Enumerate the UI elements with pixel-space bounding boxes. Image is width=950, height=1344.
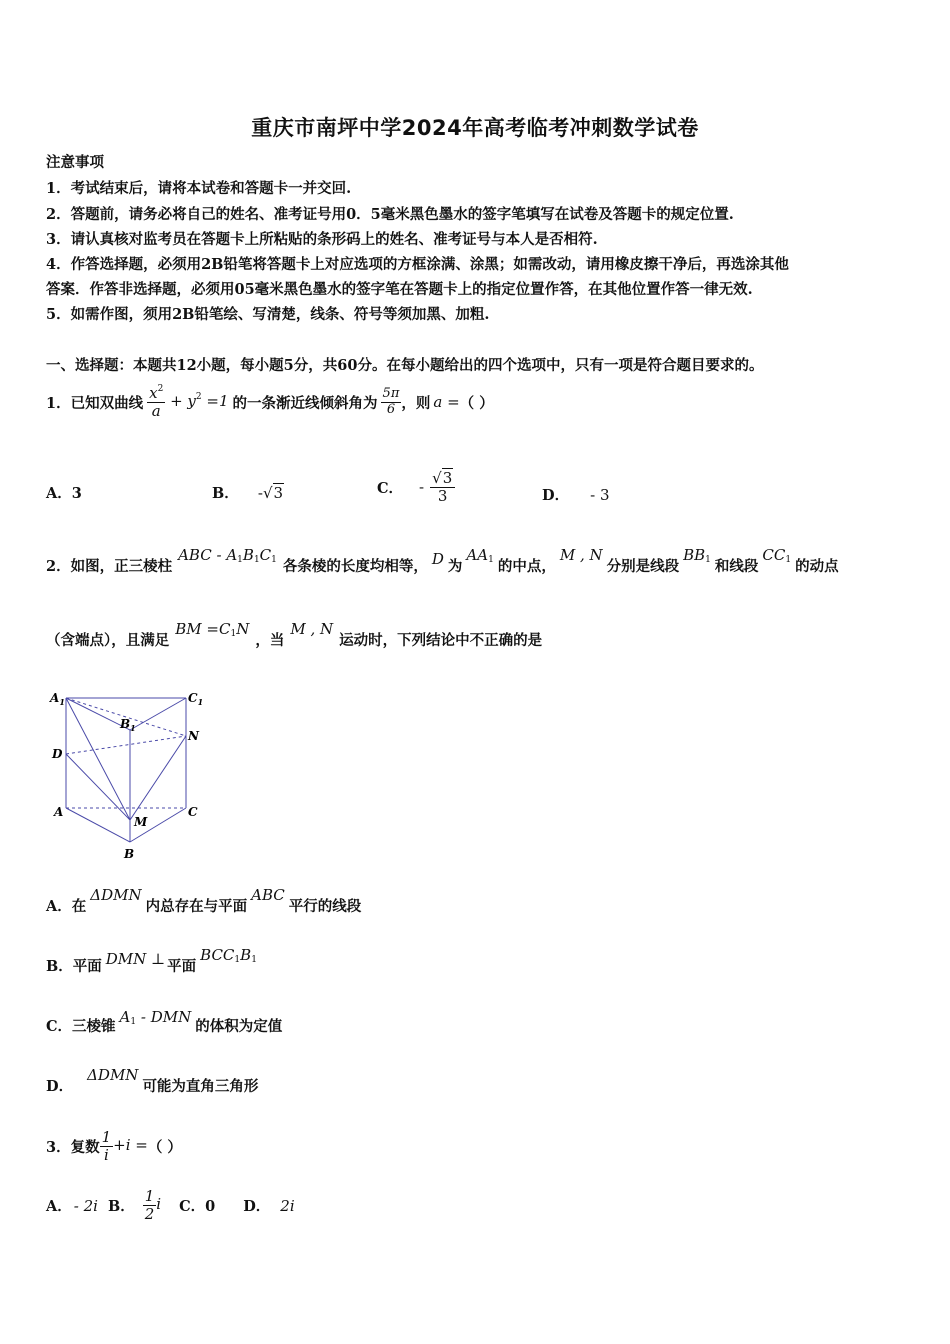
plane-abc: ABC — [251, 886, 285, 904]
option-label: C． — [179, 1197, 206, 1215]
option-label: D． — [243, 1197, 271, 1215]
segment-aa1: $AA_1$ — [466, 545, 494, 565]
page-title: 重庆市南坪中学2024年高考临考冲刺数学试卷 — [251, 116, 699, 140]
notice-item: 4．作答选择题，必须用2B铅笔将答题卡上对应选项的方框涂满、涂黑；如需改动，请用橡皮擦干净后，再选涂其他 — [46, 256, 789, 273]
option-value: - 3 — [590, 486, 610, 504]
q1-angle: $\frac{5\pi}{6}$ — [382, 386, 400, 417]
q2-text: 各条棱的长度均相等， — [282, 557, 428, 575]
sqrt-3: √3 — [262, 484, 284, 502]
q2-text: 运动时，下列结论中不正确的是 — [339, 631, 543, 649]
option-label: D． — [46, 1077, 74, 1095]
q3-option-c[interactable] — [179, 1195, 215, 1216]
option-label: A． — [46, 897, 72, 915]
q2-text: 的中点， — [497, 557, 556, 575]
label-m: M — [134, 815, 148, 829]
option-value: 0 — [205, 1197, 216, 1215]
prism-name: ABC - $A_1B_1C_1$ — [178, 545, 277, 565]
q2-text: （含端点），且满足 — [46, 631, 170, 649]
triangle-dmn: ΔDMN — [87, 1066, 139, 1084]
option-text: 内总存在与平面 — [145, 897, 248, 915]
q2-option-b[interactable] — [46, 945, 261, 982]
q2-option-d[interactable] — [46, 1068, 258, 1102]
q2-text: ，当 — [255, 631, 285, 649]
notice-item: 1．考试结束后，请将本试卷和答题卡一并交回. — [46, 180, 352, 197]
label-a: A — [54, 805, 64, 819]
q1-variable: a = — [433, 393, 460, 411]
option-value: 2i — [280, 1196, 295, 1215]
notice-heading: 注意事项 — [46, 154, 104, 171]
points-mn: M , N — [559, 546, 603, 564]
option-text: 可能为直角三角形 — [142, 1077, 259, 1095]
segment-cc1: $CC_1$ — [762, 545, 792, 565]
option-label: C． — [377, 479, 404, 497]
question-2-line-2 — [46, 619, 543, 656]
pyramid-a1-dmn: $A_1$ - DMN — [119, 1007, 192, 1027]
half-i: $\frac{1}{2}$ i — [144, 1187, 162, 1223]
question-3 — [46, 1122, 182, 1170]
q1-prefix: 1．已知双曲线 — [46, 394, 144, 412]
option-text: 平面 — [72, 957, 102, 975]
option-value: - — [257, 484, 263, 502]
option-value: - 2i — [73, 1196, 98, 1215]
label-b: B — [124, 847, 135, 861]
q1-mid: 的一条渐近线倾斜角为 — [232, 394, 378, 412]
label-c: C — [188, 805, 198, 819]
option-text: 平面 — [167, 957, 197, 975]
option-label: A． — [46, 485, 72, 502]
question-1 — [46, 380, 494, 424]
option-label: D． — [542, 487, 570, 504]
option-value: 3 — [71, 485, 82, 502]
q3-prefix: 3．复数 — [46, 1138, 100, 1156]
q1-option-b[interactable] — [212, 482, 284, 503]
section-heading: 一、选择题：本题共12小题，每小题5分，共60分。在每小题给出的四个选项中，只有一项是符合题目要求的。 — [46, 357, 764, 374]
q2-option-c[interactable] — [46, 1008, 282, 1042]
q3-paren: （ ） — [147, 1138, 182, 1156]
points-mn: M , N — [290, 620, 334, 638]
q3-option-d[interactable] — [243, 1195, 294, 1216]
q2-text: 为 — [447, 557, 463, 575]
label-d: D — [52, 747, 63, 761]
q1-option-c[interactable] — [377, 460, 455, 514]
option-text: 三棱锥 — [72, 1017, 116, 1035]
notice-item: 答案．作答非选择题，必须用05毫米黑色墨水的签字笔在答题卡上的指定位置作答，在其他位置作答一律无效. — [46, 281, 753, 298]
q2-text: 和线段 — [714, 557, 759, 575]
option-text: 的体积为定值 — [195, 1017, 283, 1035]
option-text: 平行的线段 — [288, 897, 362, 915]
q2-option-a[interactable] — [46, 888, 361, 922]
option-label: B． — [212, 485, 239, 502]
q3-option-a[interactable] — [46, 1195, 98, 1216]
segment-bb1: $BB_1$ — [683, 545, 711, 565]
q2-prefix: 2．如图，正三棱柱 — [46, 557, 173, 575]
sqrt3-over-3: $\frac{√3}{3}$ — [430, 470, 455, 504]
plane-dmn: DMN ⊥ — [105, 950, 166, 968]
point-d: D — [431, 550, 444, 568]
option-label: B． — [107, 1197, 135, 1215]
question-2 — [46, 545, 839, 582]
prism-figure — [46, 684, 216, 864]
notice-item: 3．请认真核对监考员在答题卡上所粘贴的条形码上的姓名、准考证号与本人是否相符. — [46, 231, 598, 248]
triangle-dmn: ΔDMN — [90, 886, 142, 904]
label-c1: $C_1$ — [188, 691, 204, 707]
label-n: N — [188, 729, 199, 743]
q3-option-b[interactable] — [108, 1188, 161, 1222]
q2-text: 的动点 — [795, 557, 839, 575]
notice-item: 5．如需作图，须用2B铅笔绘、写清楚，线条、符号等须加黑、加粗. — [46, 306, 490, 323]
q1-option-d[interactable] — [542, 484, 610, 505]
label-a1: $A_1$ — [50, 691, 65, 707]
option-value: - — [419, 478, 425, 496]
q3-expression: $\frac{1}{i}$ +i = — [101, 1128, 148, 1164]
q1-suffix: ，则 — [401, 394, 431, 412]
option-text: 在 — [71, 897, 87, 915]
condition-bm-c1n: BM $=C_1N$ — [175, 619, 250, 639]
option-label: A． — [46, 1197, 72, 1215]
q2-text: 分别是线段 — [606, 557, 680, 575]
q1-option-a[interactable] — [46, 482, 82, 503]
option-label: B． — [46, 957, 73, 975]
q3-options — [46, 1182, 295, 1228]
label-b1: $B_1$ — [120, 717, 136, 733]
option-label: C． — [46, 1017, 73, 1035]
notice-item: 2．答题前，请务必将自己的姓名、准考证号用0．5毫米黑色墨水的签字笔填写在试卷及答题卡的规定位置. — [46, 206, 734, 223]
plane-bcc1b1: $BCC_1B_1$ — [200, 945, 257, 965]
q1-paren: （ ） — [459, 394, 494, 412]
q1-hyperbola-formula: $\frac{x^2}{a}$ + $y^2 =1$ — [149, 384, 229, 420]
